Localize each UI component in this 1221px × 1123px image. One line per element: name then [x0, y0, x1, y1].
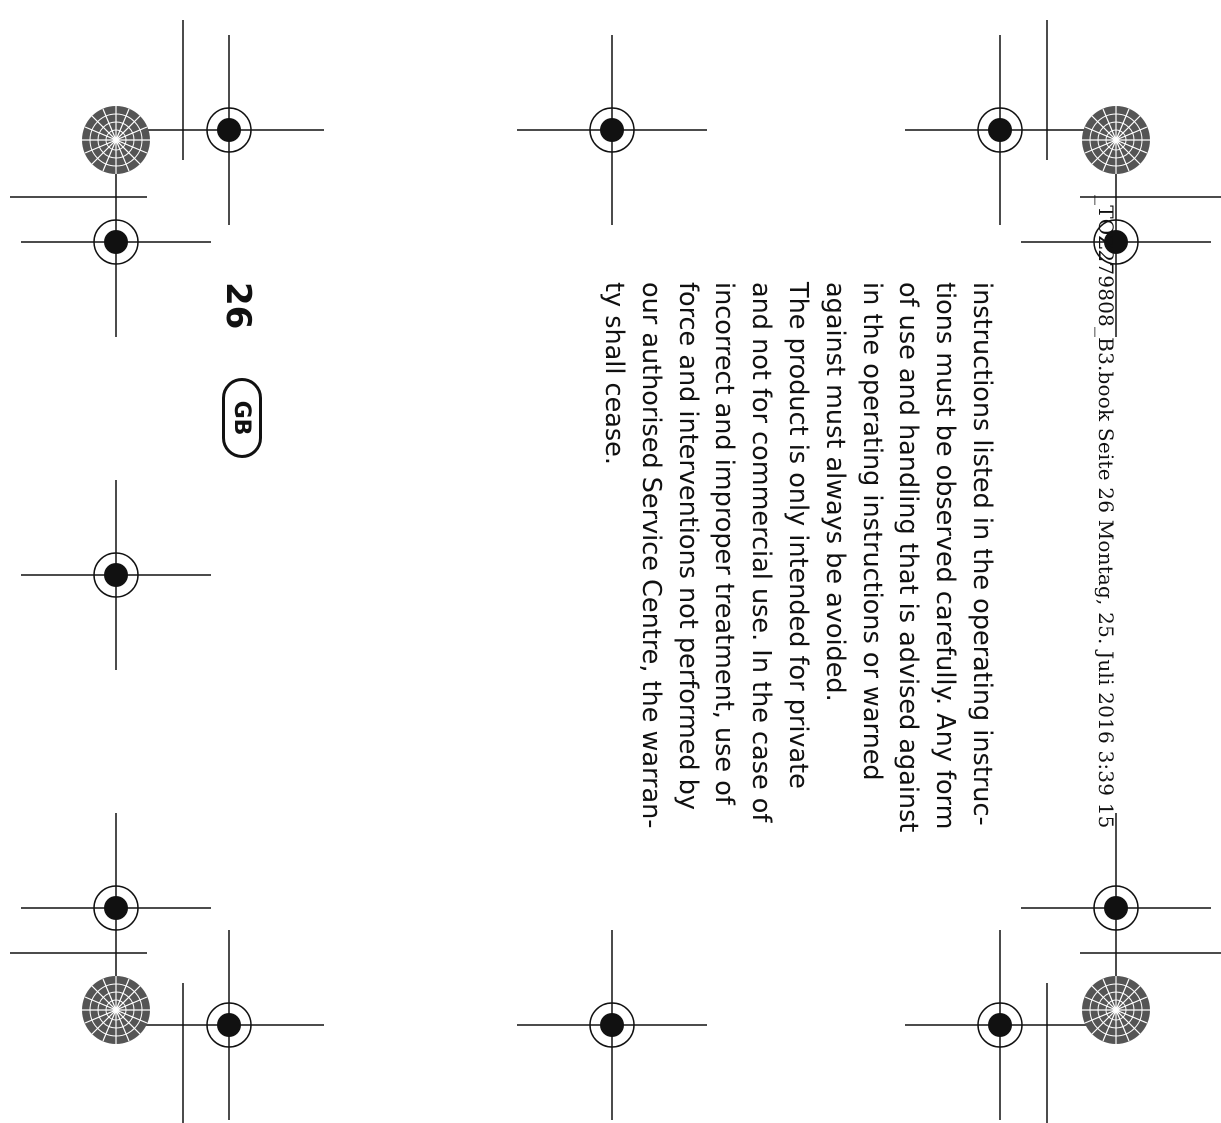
- registration-mark-icon: [21, 147, 211, 337]
- instructions-paragraph: [595, 282, 1000, 922]
- print-slug-header: _TOZ279808_B3.book Seite 26 Montag, 25. Juli 2016 3:39 15: [1094, 195, 1118, 829]
- registration-mark-icon: [905, 35, 1095, 225]
- print-density-wheel-icon: [82, 976, 150, 1044]
- registration-mark-icon: [1021, 813, 1211, 1003]
- registration-mark-icon: [21, 813, 211, 1003]
- page-number: 26: [218, 282, 258, 330]
- body-line: The product is only intended for private: [783, 282, 814, 789]
- body-line: ty shall cease.: [599, 282, 630, 465]
- body-line: tions must be observed carefully. Any form: [930, 282, 961, 830]
- registration-mark-icon: [517, 930, 707, 1120]
- registration-mark-icon: [905, 930, 1095, 1120]
- body-line: and not for commercial use. In the case of: [746, 282, 777, 823]
- registration-mark-icon: [21, 480, 211, 670]
- registration-mark-icon: [517, 35, 707, 225]
- body-line: incorrect and improper treatment, use of: [709, 282, 740, 805]
- registration-mark-icon: [134, 930, 324, 1120]
- body-line: of use and handling that is advised against: [893, 282, 924, 833]
- body-line: in the operating instructions or warned: [856, 282, 887, 781]
- print-density-wheel-icon: [82, 106, 150, 174]
- body-line: force and interventions not performed by: [672, 282, 703, 810]
- language-badge: GB: [222, 378, 262, 458]
- print-density-wheel-icon: [1082, 976, 1150, 1044]
- body-line: against must always be avoided.: [819, 282, 850, 702]
- body-line: instructions listed in the operating instruc-: [967, 282, 997, 826]
- print-density-wheel-icon: [1082, 106, 1150, 174]
- registration-mark-icon: [134, 35, 324, 225]
- body-line: our authorised Service Centre, the warran-: [635, 282, 666, 829]
